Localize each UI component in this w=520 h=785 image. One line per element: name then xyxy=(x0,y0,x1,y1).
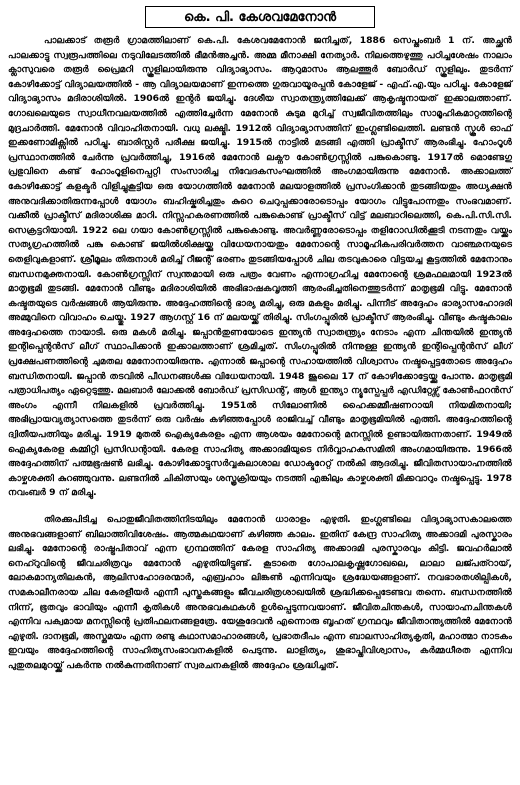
document-title: കെ. പി. കേശവമേനോൻ xyxy=(145,6,375,28)
paragraph-literary-works: തിരക്കുപിടിച്ച പൊതുജീവിതത്തിനിടയിലും മേനോൻ ധാരാളം എഴുതി. ഇംഗ്ലണ്ടിലെ വിദ്യാഭ്യാസകാലത്തെ അനുഭവങ്ങളാണ് ബിലാത്തിവിശേഷം. ആത്മകഥയാണ് കഴിഞ്ഞ കാലം. ഇതിന് കേന്ദ്ര സാഹിത്യ അക്കാദമി പുരസ്കാരം ലഭിച്ചു. മേനോന്റെ രാഷ്ട്രപിതാവ് എന്ന ഗ്രന്ഥത്തിന് കേരള സാഹിത്യ അക്കാദമി പുരസ്കാരവും കിട്ടി. ജവഹർലാൽ നെഹ്റുവിന്റെ ജീവചരിത്രവും മേനോൻ എഴുതിയിട്ടുണ്ട്. കൂടാതെ ഗോപാലകൃഷ്ണഗോഖലെ, ലാലാ ലജ്പത്റായ്, ലോകമാന്യതിലകൻ, ആലിസഹോദരന്മാർ, എബ്രഹാം ലിങ്കൺ എന്നിവയും ശ്രദ്ധേയങ്ങളാണ്. നവഭാരതശില്പികൾ, സമകാലീനരായ ചില കേരളീയർ എന്നീ പുസ്തകങ്ങളും ജീവചരിത്രശാഖയിൽ ശ്രദ്ധിക്കപ്പെടേണ്ടവ തന്നെ. ബന്ധനത്തിൽ നിന്ന്, ഭൂതവും ഭാവിയും എന്നീ കൃതികൾ അനുഭവകഥകൾ ഉൾപ്പെടുന്നവയാണ്. ജീവിതചിന്തകൾ, സായാഹ്നചിന്തകൾ എന്നിവ പക്വമായ മനസ്സിന്റെ പ്രതിഫലനങ്ങളത്രേ. യേശുദേവൻ എന്നൊരു ബൃഹത് ഗ്രന്ഥവും ജീവിതാന്ത്യത്തിൽ മേനോൻ എഴുതി. ദാനഭൂമി, അസ്തമയം എന്ന രണ്ടു കഥാസമാഹാരങ്ങൾ, പ്രഭാതദീപം എന്ന ബാലസാഹിത്യകൃതി, മഹാത്മാ നാടകം ഇവയും അദ്ദേഹത്തിന്റെ സാഹിത്യസംഭാവനകളിൽ പെടുന്നു. ലാളിത്യം, ശുഭാപ്തിവിശ്വാസം, കർമ്മധീരത എന്നിവ പുതുതലമുറയ്ക്ക് പകർന്നു നൽകുന്നതിനാണ് സ്വരചനകളിൽ അദ്ദേഹം ശ്രദ്ധിച്ചത്. xyxy=(8,514,512,671)
paragraph-biography: പാലക്കാട് തരൂർ ഗ്രാമത്തിലാണ് കെ.പി. കേശവമേനോൻ ജനിച്ചത്, 1886 സെപ്തംബർ 1 ന്. അച്ഛൻ പാലക്കാട്ടു സ്വരൂപത്തിലെ നടുവിലേടത്തിൽ ഭീമൻഅച്ചൻ. അമ്മ മീനാക്ഷി നേത്യാർ. നിലത്തെഴുത്തു പഠിച്ചശേഷം നാലാം ക്ലാസുവരെ തരൂർ പ്രൈമറി സ്കൂളിലായിരുന്നു വിദ്യാഭ്യാസം. ആറുമാസം ആലത്തൂർ ബോർഡ് സ്കൂളിലും. തുടർന്ന് കോഴിക്കോട്ട് വിദ്യാലയത്തിൽ - ആ വിദ്യാലയമാണ് ഇന്നത്തെ ഗുരുവായൂരപ്പൻ കോളേജ് - എഫ്.എ.യും പഠിച്ചു. കോളേജ് വിദ്യാഭ്യാസം മദിരാശിയിൽ. 1906ൽ ഇന്റർ ജയിച്ചു. ദേശീയ സ്വാതന്ത്ര്യത്തിലേക്ക് ആകൃഷ്ടനായത് ഇക്കാലത്താണ്. ഗോഖലെയുടെ സ്വാധീനവലയത്തിൽ എത്തിച്ചേർന്ന മേനോൻ കുടുമ മുറിച്ച് സ്വജീവിതത്തിലും സാമൂഹികമാറ്റത്തിന്റെ മുദ്രചാർത്തി. മേനോൻ വിവാഹിതനായി. വധു ലക്ഷ്മി. 1912ൽ വിദ്യാഭ്യാസത്തിന് ഇംഗ്ലണ്ടിലെത്തി. ലണ്ടൻ സ്കൂൾ ഓഫ് ഇക്കണോമിക്സിൽ പഠിച്ചു. ബാരിസ്റ്റർ പരീക്ഷ ജയിച്ചു. 1915ൽ നാട്ടിൽ മടങ്ങി എത്തി പ്രാക്ടീസ് ആരംഭിച്ചു. ഹോംറൂൾ പ്രസ്ഥാനത്തിൽ ചേർന്നു പ്രവർത്തിച്ചു, 1916ൽ മേനോൻ ലക്നൗ കോൺഗ്രസ്സിൽ പങ്കുകൊണ്ടു. 1917ൽ മൊണ്ടേഗു പ്രഭുവിനെ കണ്ട് ഹോംറൂളിനെപ്പറ്റി സംസാരിച്ച നിവേദകസംഘത്തിൽ അംഗമായിരുന്നു മേനോൻ. അക്കാലത്ത് കോഴിക്കോട്ട് കളക്ടർ വിളിച്ചുകൂട്ടിയ ഒരു യോഗത്തിൽ മേനോൻ മലയാളത്തിൽ പ്രസംഗിക്കാൻ തുടങ്ങിയതും അധ്യക്ഷൻ അനുവദിക്കാതിരുന്നപ്പോൾ യോഗം ബഹിഷ്കരിച്ചതും കുറെ ചെറുപ്പക്കാരോടൊപ്പം യോഗം വിട്ടുപോന്നതും സംഭവമാണ്. വക്കീൽ പ്രാക്ടീസ് മദിരാശിക്കു മാറി. നിസ്സഹകരണത്തിൽ പങ്കുകൊണ്ട് പ്രാക്ടീസ് വിട്ട് മലബാറിലെത്തി, കെ.പി.സി.സി. സെക്രട്ടറിയായി. 1922 ലെ ഗയാ കോൺഗ്രസ്സിൽ പങ്കുകൊണ്ടു. അവർണ്ണരോടൊപ്പം തളിറോഡിൽക്കൂടി നടന്നതും വയ്ക്കം സത്യഗ്രഹത്തിൽ പങ്കു കൊണ്ട് ജയിൽശിക്ഷയ്ക്കു വിധേയനായതും മേനോന്റെ സാമൂഹികപരിവർത്തന വാഞ്ഛനയുടെ തെളിവുകളാണ്. ശ്രീമൂലം തിരുനാൾ മരിച്ച് റീജന്റ് ഭരണം തുടങ്ങിയപ്പോൾ ചില തടവുകാരെ വിട്ടയച്ച കൂട്ടത്തിൽ മേനോനും ബന്ധനമുക്തനായി. കോൺഗ്രസ്സിന് സ്വന്തമായി ഒരു പത്രം വേണം എന്നാഗ്രഹിച്ച മേനോന്റെ ശ്രമഫലമായി 1923ൽ മാതൃഭൂമി തുടങ്ങി. മേനോൻ വീണ്ടും മദിരാശിയിൽ അഭിഭാഷകവൃത്തി ആരംഭിച്ചതിനെത്തുടർന്ന് മാതൃഭൂമി വിട്ടു. മേനോൻ കഷ്ടതയുടെ വർഷങ്ങൾ ആയിരുന്നു. അദ്ദേഹത്തിന്റെ ഭാര്യ മരിച്ചു, ഒരു മകളും മരിച്ചു. പിന്നീട് അദ്ദേഹം ഭാര്യാസഹോദരി അമ്മുവിനെ വിവാഹം ചെയ്തു. 1927 ആഗസ്റ്റ് 16 ന് മലയയ്ക്ക് തിരിച്ചു. സിംഗപ്പൂരിൽ പ്രാക്ടീസ് ആരംഭിച്ചു. വീണ്ടും കഷ്ടകാലം അദ്ദേഹത്തെ നായാടി. ഒരു മകൾ മരിച്ചു. ജപ്പാൻതുണയോടെ ഇന്ത്യൻ സ്വാതന്ത്ര്യം നേടാം എന്ന ചിന്തയിൽ ഇന്ത്യൻ ഇന്റിപ്പെന്റൻസ് ലീഗ് സ്ഥാപിക്കാൻ ഇക്കാലത്താണ് ശ്രമിച്ചത്. സിംഗപ്പൂരിൽ നിന്നുള്ള ഇന്ത്യൻ ഇന്റിപ്പെന്റൻസ് ലീഗ് പ്രക്ഷേപണത്തിന്റെ ചുമതല മേനോനായിരുന്നു. എന്നാൽ ജപ്പാന്റെ സഹായത്തിൽ വിശ്വാസം നഷ്ടപ്പെട്ടതോടെ അദ്ദേഹം ബന്ധിതനായി. ജപ്പാൻ തടവിൽ പീഡനങ്ങൾക്കു വിധേയനായി. 1948 ജൂലൈ 17 ന് കോഴിക്കോട്ടേയ്ക്കു പോന്നു. മാതൃഭൂമി പത്രാധിപത്യം ഏറ്റെടുത്തു. മലബാർ ലോക്കൽ ബോർഡ് പ്രസിഡന്റ്, ആൾ ഇന്ത്യാ ന്യൂസ്പേപ്പർ എഡിറ്റേഴ്സ് കോൺഫറൻസ് അംഗം എന്നീ നിലകളിൽ പ്രവർത്തിച്ചു. 1951ൽ സിലോണിൽ ഹൈക്കമ്മീഷണറായി നിയമിതനായി; അഭിപ്രായവ്യത്യാസത്തെ തുടർന്ന് ഒരു വർഷം കഴിഞ്ഞപ്പോൾ രാജിവച്ച് വീണ്ടും മാതൃഭൂമിയിൽ എത്തി. അദ്ദേഹത്തിന്റെ ദ്വിതീയപത്നിയും മരിച്ചു. 1919 മുതൽ ഐക്യകേരളം എന്ന ആശയം മേനോന്റെ മനസ്സിൽ ഉണ്ടായിരുന്നതാണ്. 1949ൽ ഐക്യകേരള കമ്മിറ്റി പ്രസിഡന്റായി. കേരള സാഹിത്യ അക്കാദമിയുടെ നിർവ്വാഹകസമിതി അംഗമായിരുന്നു. 1966ൽ അദ്ദേഹത്തിന് പത്മഭൂഷൺ ലഭിച്ചു. കോഴിക്കോട്ടുസർവ്വകലാശാല ഡോക്ടറേറ്റ് നൽകി ആദരിച്ചു. ജീവിതസായാഹ്നത്തിൽ കാഴ്ചശക്തി കുറഞ്ഞുവന്നു. ലണ്ടനിൽ ചികിത്സയും ശസ്ത്രക്രിയയും നടത്തി എങ്കിലും കാഴ്ചശക്തി മിക്കവാറും നഷ്ടപ്പെട്ടു. 1978 നവംബർ 9 ന് മരിച്ചു. xyxy=(8,35,512,499)
